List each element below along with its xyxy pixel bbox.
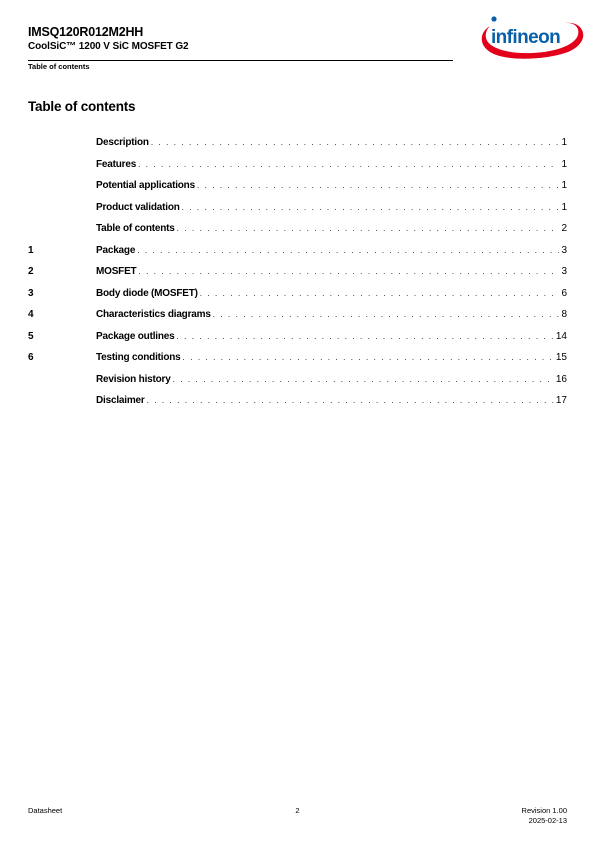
toc-entry-page[interactable]: 2: [561, 223, 567, 234]
toc-entry-title[interactable]: Features: [96, 158, 137, 170]
header-divider: [28, 60, 453, 61]
toc-entry-line: [96, 394, 567, 408]
footer-revision-block: [522, 806, 567, 826]
toc-entry-line: [96, 136, 567, 150]
toc-entry-line: [96, 158, 567, 172]
document-subtitle: CoolSiC™ 1200 V SiC MOSFET G2: [28, 41, 189, 52]
toc-entry[interactable]: [28, 222, 567, 244]
toc-dot-leader: [138, 158, 559, 172]
logo-wordmark: infineon: [491, 27, 561, 48]
toc-dot-leader: [173, 373, 554, 387]
toc-entry-title[interactable]: Potential applications: [96, 180, 195, 191]
toc-entry-title[interactable]: MOSFET: [96, 266, 137, 277]
toc-entry[interactable]: [28, 373, 567, 395]
toc-entry-page[interactable]: 1: [561, 158, 567, 170]
toc-entry-page[interactable]: 16: [555, 373, 567, 385]
footer-doc-type: Datasheet: [28, 806, 63, 815]
toc-entry-line: [96, 222, 567, 236]
toc-entry-title[interactable]: Package: [96, 244, 136, 256]
toc-dot-leader: [147, 394, 554, 408]
toc-entry[interactable]: [28, 136, 567, 158]
toc-entry-line: [96, 351, 567, 365]
toc-dot-leader: [151, 136, 560, 150]
toc-entry-title[interactable]: Description: [96, 137, 149, 148]
document-title: IMSQ120R012M2HH: [28, 25, 144, 39]
toc-entry-page[interactable]: 3: [561, 244, 567, 256]
toc-entry-title[interactable]: Body diode (MOSFET): [96, 287, 198, 299]
toc-entry-title[interactable]: Product validation: [96, 201, 180, 213]
toc-entry-page[interactable]: 1: [561, 201, 567, 213]
toc-entry-line: [96, 201, 567, 215]
toc-entry-page[interactable]: 6: [561, 287, 567, 299]
table-of-contents: [28, 136, 567, 416]
toc-entry[interactable]: [28, 201, 567, 223]
toc-entry-title[interactable]: Testing conditions: [96, 352, 181, 363]
toc-entry-page[interactable]: 8: [561, 309, 567, 320]
toc-entry-number: 6: [28, 352, 34, 363]
toc-entry[interactable]: [28, 330, 567, 352]
toc-entry-title[interactable]: Package outlines: [96, 330, 175, 342]
toc-dot-leader: [137, 244, 559, 258]
toc-entry-page[interactable]: 1: [561, 180, 567, 191]
infineon-logo-icon: [476, 10, 588, 62]
toc-entry-number: 1: [28, 244, 34, 256]
toc-entry[interactable]: [28, 244, 567, 266]
toc-entry-page[interactable]: 17: [555, 395, 567, 406]
document-header: [28, 24, 453, 54]
toc-dot-leader: [177, 330, 554, 344]
toc-entry-line: [96, 265, 567, 279]
toc-entry-line: [96, 179, 567, 193]
toc-entry[interactable]: [28, 287, 567, 309]
toc-entry-title[interactable]: Revision history: [96, 373, 171, 385]
toc-dot-leader: [183, 351, 554, 365]
toc-entry-title[interactable]: Table of contents: [96, 223, 175, 234]
toc-entry-line: [96, 287, 567, 301]
toc-entry-page[interactable]: 14: [555, 330, 567, 342]
toc-entry[interactable]: [28, 158, 567, 180]
toc-entry-title[interactable]: Disclaimer: [96, 395, 145, 406]
toc-entry[interactable]: [28, 351, 567, 373]
running-section-label: Table of contents: [28, 62, 90, 71]
toc-entry-line: [96, 330, 567, 344]
toc-entry-line: [96, 308, 567, 322]
footer-page-number: 2: [295, 806, 300, 815]
toc-entry-number: 5: [28, 330, 34, 342]
toc-entry-line: [96, 244, 567, 258]
toc-dot-leader: [138, 265, 559, 279]
toc-dot-leader: [182, 201, 560, 215]
toc-entry[interactable]: [28, 308, 567, 330]
footer-revision: Revision 1.00: [521, 806, 567, 815]
toc-entry-number: 2: [28, 266, 34, 277]
toc-entry-title[interactable]: Characteristics diagrams: [96, 309, 211, 320]
toc-entry-page[interactable]: 15: [555, 352, 567, 363]
toc-entry[interactable]: [28, 265, 567, 287]
footer-date: 2025-02-13: [528, 816, 567, 825]
toc-entry-line: [96, 373, 567, 387]
toc-dot-leader: [177, 222, 560, 236]
toc-dot-leader: [197, 179, 559, 193]
toc-entry-number: 3: [28, 287, 34, 299]
toc-entry-page[interactable]: 1: [561, 137, 567, 148]
toc-entry[interactable]: [28, 179, 567, 201]
toc-entry-page[interactable]: 3: [561, 266, 567, 277]
toc-heading: Table of contents: [28, 99, 136, 114]
toc-entry-number: 4: [28, 309, 34, 320]
toc-dot-leader: [200, 287, 560, 301]
toc-dot-leader: [213, 308, 560, 322]
toc-entry[interactable]: [28, 394, 567, 416]
